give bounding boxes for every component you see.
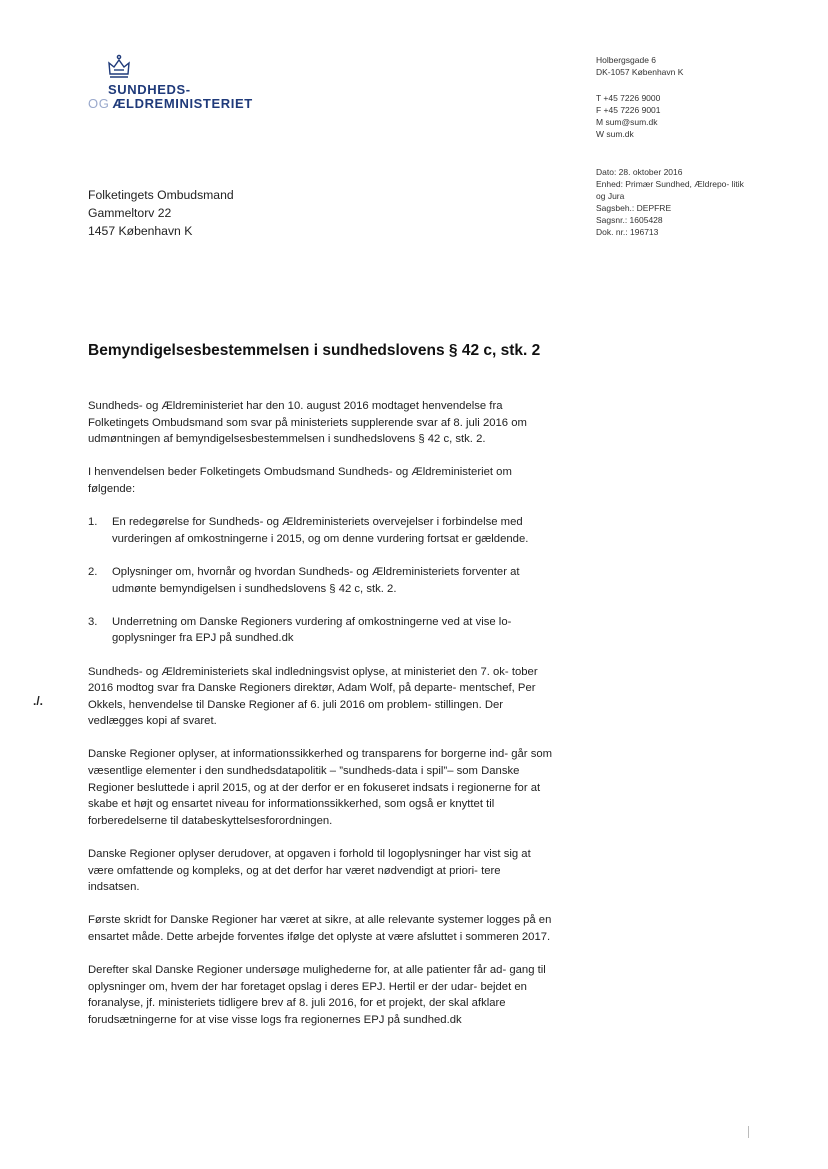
sender-mail: M sum@sum.dk [596, 117, 658, 127]
paragraph-1: Sundheds- og Ældreministeriet har den 10. august 2016 modtaget henvendelse fra Folketingets Ombudsmand som svar på ministeriets supplerende svar af 8. juli 2016 om udmøntningen af bemyndigelsesbestemmelsen i sundhedslovens § 42 c, stk. 2. [88, 400, 527, 446]
list-item [88, 614, 554, 647]
scan-edge-mark [748, 1126, 749, 1138]
letter-case-officer: Sagsbeh.: DEPFRE [596, 203, 672, 213]
logo-text-line2 [88, 96, 253, 111]
paragraph-2: I henvendelsen beder Folketingets Ombudsmand Sundheds- og Ældreministeriet om følgende: [88, 466, 512, 495]
paragraph-6: Første skridt for Danske Regioner har været at sikre, at alle relevante systemer logges på en ensartet måde. Dette arbejde forventes ifølge det oplyste at være afsluttet i sommeren 2017. [88, 914, 552, 943]
sender-web: W sum.dk [596, 129, 634, 139]
recipient-city: 1457 København K [88, 224, 193, 238]
list-item-number: 1. [88, 516, 98, 529]
letter-body [88, 398, 554, 1045]
paragraph-3: Sundheds- og Ældreministeriets skal indledningsvist oplyse, at ministeriet den 7. ok- tober 2016 modtog svar fra Danske Regioners direktør, Adam Wolf, på departe- mentschef, Per Okkels, henvendelse til Danske Regioner af 6. juli 2016 om problem- stillingen. Der vedlægges kopi af svaret. [88, 665, 538, 728]
letter-unit: Enhed: Primær Sundhed, Ældrepo- litik og Jura [596, 179, 744, 201]
sender-street: Holbergsgade 6 [596, 55, 657, 65]
recipient-name: Folketingets Ombudsmand [88, 188, 234, 202]
sender-city: DK-1057 København K [596, 67, 684, 77]
letter-case-no: Sagsnr.: 1605428 [596, 215, 663, 225]
logo-text-line1: SUNDHEDS- [108, 82, 191, 97]
recipient-address [88, 186, 234, 240]
sender-info [596, 54, 806, 238]
logo-text-ministry: ÆLDREMINISTERIET [112, 96, 253, 111]
list-item-text: Oplysninger om, hvornår og hvordan Sundheds- og Ældreministeriets forventer at udmønte bemyndigelsen i sundhedslovens § 42 c, stk. 2. [112, 565, 520, 595]
list-item [88, 564, 554, 597]
sender-fax: F +45 7226 9001 [596, 105, 661, 115]
enclosure-marker: ./. [33, 694, 44, 708]
paragraph-5: Danske Regioner oplyser derudover, at opgaven i forhold til logoplysninger har vist sig at være omfattende og kompleks, og at det derfor har været nødvendigt at priori- tere indsatsen. [88, 848, 531, 894]
sender-phone: T +45 7226 9000 [596, 93, 661, 103]
sender-address [596, 54, 806, 78]
paragraph-4: Danske Regioner oplyser, at informationssikkerhed og transparens for borgerne ind- går som væsentlige elementer i den sundhedsdatapolitik – ”sundheds-data i spil”– som Danske Regioner besluttede i april 2015, og at der derfor er en fokuseret indsats i regionerne for at skabe et højt og ensartet niveau for informationssikkerhed, som også er knyttet til forberedelserne til databeskyttelsesforordningen. [88, 748, 553, 827]
list-item-text: En redegørelse for Sundheds- og Ældreministeriets overvejelser i forbindelse med vurderingen af omkostningerne i 2015, og om denne vurdering fortsat er gældende. [112, 516, 529, 545]
sender-contact [596, 92, 806, 140]
letter-title: Bemyndigelsesbestemmelsen i sundhedslovens § 42 c, stk. 2 [88, 342, 541, 359]
request-list [88, 514, 554, 647]
crown-icon [106, 54, 132, 82]
list-item-number: 3. [88, 615, 98, 628]
paragraph-7: Derefter skal Danske Regioner undersøge mulighederne for, at alle patienter får ad- gang til oplysninger om, hvem der har foretaget opslag i deres EPJ. Hertil er der udar- bejdet en foranalyse, jf. ministeriets tidligere brev af 8. juli 2016, for et projekt, der skal afklare forudsætningerne for at vise visse logs fra regionernes EPJ på sundhed.dk [88, 964, 546, 1026]
letter-doc-no: Dok. nr.: 196713 [596, 227, 659, 237]
list-item-number: 2. [88, 565, 98, 578]
list-item [88, 514, 554, 547]
logo-og: OG [88, 96, 110, 111]
list-item-text: Underretning om Danske Regioners vurdering af omkostningerne ved at vise lo- goplysninger fra EPJ på sundhed.dk [112, 615, 512, 645]
letter-date: Dato: 28. oktober 2016 [596, 167, 683, 177]
letter-meta [596, 166, 748, 238]
recipient-street: Gammeltorv 22 [88, 206, 172, 220]
